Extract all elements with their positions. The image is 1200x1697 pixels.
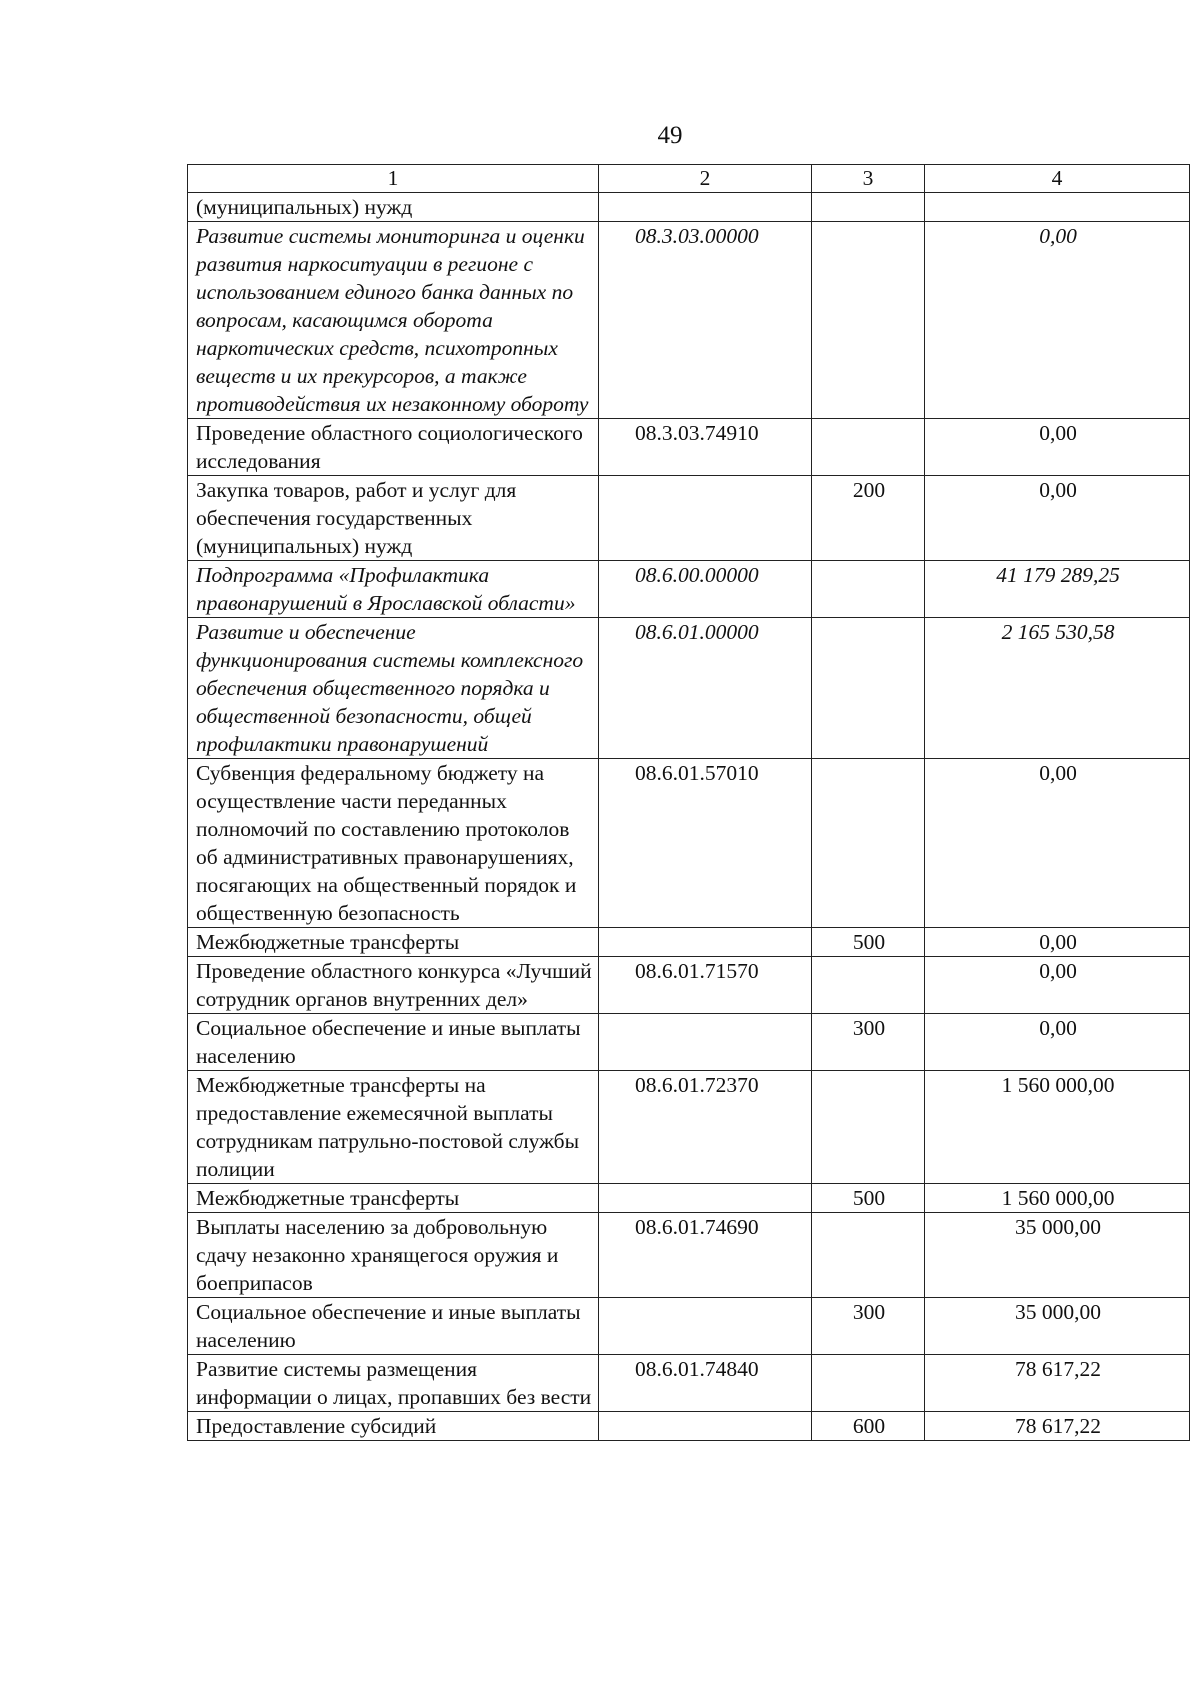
row-amount-cell: 1 560 000,00: [925, 1184, 1190, 1213]
row-type-cell: [812, 1355, 925, 1412]
row-name-cell: Субвенция федеральному бюджету на осуществление части переданных полномочий по составлению протоколов об административных правонарушениях, посягающих на общественный порядок и общественную безопасность: [188, 759, 599, 928]
row-amount-cell: 0,00: [925, 928, 1190, 957]
row-type-cell: [812, 419, 925, 476]
row-type-cell: [812, 561, 925, 618]
table-row: [188, 561, 1190, 618]
table-row: [188, 193, 1190, 222]
row-name-cell: Подпрограмма «Профилактика правонарушений в Ярославской области»: [188, 561, 599, 618]
table-row: [188, 759, 1190, 928]
header-cell-2: 2: [599, 165, 812, 193]
row-type-cell: [812, 222, 925, 419]
row-type-cell: [812, 618, 925, 759]
row-amount-cell: 78 617,22: [925, 1412, 1190, 1441]
row-amount-cell: 0,00: [925, 957, 1190, 1014]
header-cell-3: 3: [812, 165, 925, 193]
header-cell-1: 1: [188, 165, 599, 193]
row-amount-cell: 0,00: [925, 419, 1190, 476]
table-header-row: [188, 165, 1190, 193]
row-type-cell: 300: [812, 1014, 925, 1071]
row-code-cell: 08.6.01.00000: [599, 618, 812, 759]
table-row: [188, 1412, 1190, 1441]
row-name-cell: (муниципальных) нужд: [188, 193, 599, 222]
table-row: [188, 1298, 1190, 1355]
row-code-cell: 08.6.01.74690: [599, 1213, 812, 1298]
row-code-cell: 08.3.03.00000: [599, 222, 812, 419]
row-name-cell: Развитие и обеспечение функционирования системы комплексного обеспечения общественного порядка и общественной безопасности, общей профилактики правонарушений: [188, 618, 599, 759]
row-code-cell: [599, 476, 812, 561]
row-type-cell: [812, 759, 925, 928]
row-name-cell: Развитие системы мониторинга и оценки развития наркоситуации в регионе с использованием единого банка данных по вопросам, касающимся оборота наркотических средств, психотропных веществ и их прекурсоров, а также противодействия их незаконному обороту: [188, 222, 599, 419]
row-amount-cell: 41 179 289,25: [925, 561, 1190, 618]
row-amount-cell: [925, 193, 1190, 222]
table-row: [188, 618, 1190, 759]
table-row: [188, 1184, 1190, 1213]
row-amount-cell: 0,00: [925, 476, 1190, 561]
row-type-cell: 200: [812, 476, 925, 561]
row-type-cell: [812, 1071, 925, 1184]
row-code-cell: 08.6.00.00000: [599, 561, 812, 618]
table-row: [188, 419, 1190, 476]
row-name-cell: Межбюджетные трансферты: [188, 1184, 599, 1213]
row-type-cell: [812, 1213, 925, 1298]
row-type-cell: 600: [812, 1412, 925, 1441]
row-amount-cell: 1 560 000,00: [925, 1071, 1190, 1184]
row-amount-cell: 0,00: [925, 1014, 1190, 1071]
row-code-cell: 08.6.01.57010: [599, 759, 812, 928]
row-type-cell: [812, 957, 925, 1014]
row-type-cell: [812, 193, 925, 222]
page-number: 49: [657, 122, 683, 149]
row-name-cell: Социальное обеспечение и иные выплаты населению: [188, 1014, 599, 1071]
row-code-cell: 08.6.01.72370: [599, 1071, 812, 1184]
header-cell-4: 4: [925, 165, 1190, 193]
row-code-cell: [599, 1184, 812, 1213]
table-row: [188, 1071, 1190, 1184]
row-type-cell: 300: [812, 1298, 925, 1355]
table-row: [188, 1355, 1190, 1412]
row-name-cell: Межбюджетные трансферты на предоставление ежемесячной выплаты сотрудникам патрульно-постовой службы полиции: [188, 1071, 599, 1184]
row-name-cell: Проведение областного социологического исследования: [188, 419, 599, 476]
row-code-cell: [599, 1014, 812, 1071]
table-row: [188, 476, 1190, 561]
row-amount-cell: 2 165 530,58: [925, 618, 1190, 759]
row-name-cell: Закупка товаров, работ и услуг для обеспечения государственных (муниципальных) нужд: [188, 476, 599, 561]
row-code-cell: [599, 928, 812, 957]
row-type-cell: 500: [812, 1184, 925, 1213]
row-name-cell: Социальное обеспечение и иные выплаты населению: [188, 1298, 599, 1355]
row-amount-cell: 78 617,22: [925, 1355, 1190, 1412]
row-name-cell: Выплаты населению за добровольную сдачу незаконно хранящегося оружия и боеприпасов: [188, 1213, 599, 1298]
table-row: [188, 1213, 1190, 1298]
budget-table: [187, 164, 1190, 1441]
row-code-cell: 08.3.03.74910: [599, 419, 812, 476]
row-name-cell: Развитие системы размещения информации о лицах, пропавших без вести: [188, 1355, 599, 1412]
row-name-cell: Проведение областного конкурса «Лучший сотрудник органов внутренних дел»: [188, 957, 599, 1014]
row-name-cell: Межбюджетные трансферты: [188, 928, 599, 957]
row-amount-cell: 35 000,00: [925, 1213, 1190, 1298]
row-amount-cell: 0,00: [925, 759, 1190, 928]
table-row: [188, 1014, 1190, 1071]
row-amount-cell: 35 000,00: [925, 1298, 1190, 1355]
row-type-cell: 500: [812, 928, 925, 957]
table-row: [188, 222, 1190, 419]
row-code-cell: [599, 1298, 812, 1355]
row-name-cell: Предоставление субсидий: [188, 1412, 599, 1441]
table-row: [188, 928, 1190, 957]
row-amount-cell: 0,00: [925, 222, 1190, 419]
row-code-cell: [599, 1412, 812, 1441]
row-code-cell: 08.6.01.74840: [599, 1355, 812, 1412]
row-code-cell: [599, 193, 812, 222]
table-row: [188, 957, 1190, 1014]
row-code-cell: 08.6.01.71570: [599, 957, 812, 1014]
